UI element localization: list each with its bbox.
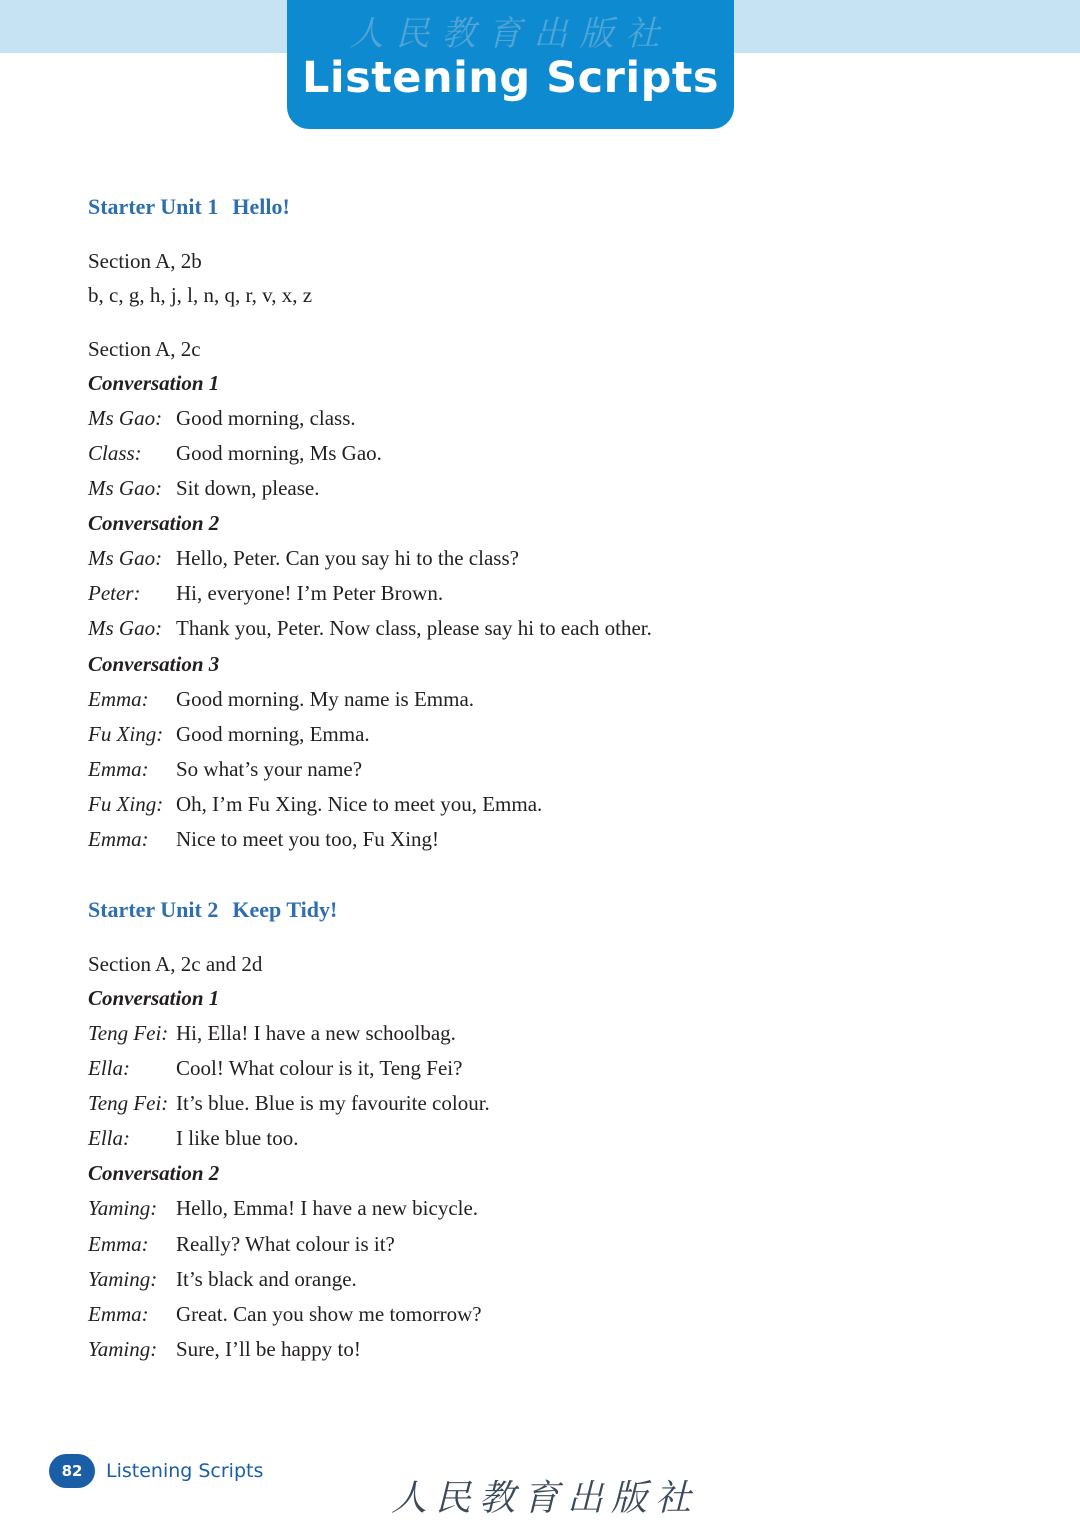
speaker: Ms Gao: — [88, 546, 163, 571]
page-number-badge: 82 — [49, 1454, 95, 1488]
dialogue-line — [88, 1051, 988, 1086]
dialogue-line — [88, 717, 988, 752]
page-title: Listening Scripts — [302, 53, 719, 103]
dialogue-text: Hello, Emma! I have a new bicycle. — [176, 1196, 479, 1221]
dialogue-line — [88, 1297, 988, 1332]
footer-label: Listening Scripts — [106, 1460, 264, 1482]
dialogue-text: Sit down, please. — [176, 476, 320, 501]
conversation-label: Conversation 2 — [88, 511, 220, 536]
dialogue-line — [88, 576, 988, 611]
dialogue-text: It’s blue. Blue is my favourite colour. — [176, 1091, 490, 1116]
dialogue-text: Cool! What colour is it, Teng Fei? — [176, 1056, 463, 1081]
publisher-watermark: 人民教育出版社 — [349, 14, 672, 54]
dialogue-line — [88, 1332, 988, 1367]
dialogue-line — [88, 1262, 988, 1297]
dialogue-line — [88, 401, 988, 436]
dialogue-line — [88, 611, 988, 646]
conversation-label: Conversation 1 — [88, 986, 220, 1011]
speaker: Ms Gao: — [88, 616, 163, 641]
speaker: Emma: — [88, 826, 149, 851]
dialogue-text: Sure, I’ll be happy to! — [176, 1336, 361, 1361]
dialogue-text: It’s black and orange. — [176, 1266, 357, 1291]
section-label: Section A, 2c and 2d — [88, 952, 263, 977]
publisher-logo: 人民教育出版社 — [390, 1478, 699, 1519]
dialogue-line — [88, 541, 988, 576]
title-tab — [287, 0, 734, 129]
speaker: Emma: — [88, 1301, 149, 1326]
dialogue-line — [88, 471, 988, 506]
dialogue-line — [88, 1121, 988, 1156]
dialogue-text: Good morning, class. — [176, 406, 356, 430]
dialogue-text: Great. Can you show me tomorrow? — [176, 1301, 482, 1326]
dialogue-line — [88, 752, 988, 787]
dialogue-line — [88, 682, 988, 717]
dialogue-text: I like blue too. — [176, 1126, 299, 1151]
dialogue-line — [88, 436, 988, 471]
dialogue-line — [88, 1016, 988, 1051]
conversation-label: Conversation 2 — [88, 1161, 220, 1186]
speaker: Yaming: — [88, 1266, 158, 1291]
speaker: Yaming: — [88, 1196, 158, 1221]
dialogue-text: So what’s your name? — [176, 756, 363, 781]
speaker: Peter: — [88, 581, 141, 606]
speaker: Fu Xing: — [88, 791, 164, 816]
speaker: Yaming: — [88, 1336, 158, 1361]
speaker: Ms Gao: — [88, 406, 163, 430]
speaker: Teng Fei: — [88, 1091, 169, 1116]
speaker: Emma: — [88, 1231, 149, 1256]
unit-heading — [88, 190, 988, 224]
scripts-content — [88, 190, 988, 1367]
speaker: Ms Gao: — [88, 476, 163, 501]
unit-number: Starter Unit 1 — [88, 194, 219, 219]
letter-list: b, c, g, h, j, l, n, q, r, v, x, z — [88, 283, 313, 307]
speaker: Class: — [88, 441, 142, 466]
speaker: Teng Fei: — [88, 1021, 169, 1046]
dialogue-text: Nice to meet you too, Fu Xing! — [176, 826, 440, 851]
dialogue-line — [88, 1191, 988, 1226]
dialogue-text: Oh, I’m Fu Xing. Nice to meet you, Emma. — [176, 791, 543, 816]
dialogue-text: Hi, Ella! I have a new schoolbag. — [176, 1021, 456, 1046]
speaker: Ella: — [88, 1056, 130, 1081]
dialogue-text: Hi, everyone! I’m Peter Brown. — [176, 581, 444, 606]
dialogue-line — [88, 822, 988, 857]
unit-number: Starter Unit 2 — [88, 897, 219, 923]
dialogue-text: Good morning. My name is Emma. — [176, 686, 475, 711]
unit-title: Keep Tidy! — [232, 897, 338, 923]
speaker: Ella: — [88, 1126, 130, 1151]
conversation-label: Conversation 1 — [88, 371, 220, 395]
speaker: Fu Xing: — [88, 721, 164, 746]
dialogue-text: Good morning, Ms Gao. — [176, 441, 382, 466]
dialogue-text: Really? What colour is it? — [176, 1231, 395, 1256]
dialogue-text: Thank you, Peter. Now class, please say hi to each other. — [176, 616, 652, 641]
speaker: Emma: — [88, 686, 149, 711]
dialogue-line — [88, 1086, 988, 1121]
speaker: Emma: — [88, 756, 149, 781]
dialogue-text: Hello, Peter. Can you say hi to the class? — [176, 546, 519, 571]
dialogue-line — [88, 1227, 988, 1262]
dialogue-text: Good morning, Emma. — [176, 721, 370, 746]
section-label: Section A, 2c — [88, 337, 201, 361]
unit-heading — [88, 893, 988, 927]
conversation-label: Conversation 3 — [88, 651, 220, 676]
unit-title: Hello! — [232, 194, 290, 219]
section-label: Section A, 2b — [88, 249, 202, 273]
dialogue-line — [88, 787, 988, 822]
